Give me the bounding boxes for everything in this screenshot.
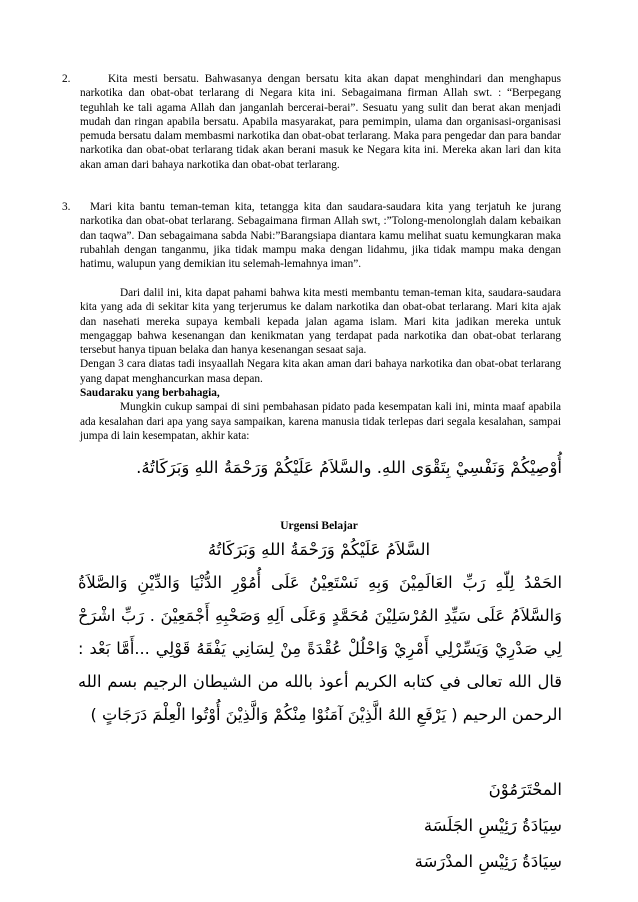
arabic-address-session-chair: سِيَادَةُ رَئِيْسِ الجَلَسَة <box>423 816 562 835</box>
paragraph-dalil: Dari dalil ini, kita dapat pahami bahwa kita mesti membantu teman-teman kita, saudara-saudara kita yang ada di sekitar kita yang terjerumus ke dalam narkotika dan obat-obat terlarang. Mari kita ajak dan nasehati mereka supaya kembali kepada jalan agama islam. Mari kita jadikan mereka untuk mengaggap bahwa kesenangan dan kenikmatan yang terdapat pada narkotika dan obat-obat terlarang tersebut hanya tipuan belaka dan hanya kesenangan sesaat saja. <box>80 287 561 357</box>
paragraph-closing: Mungkin cukup sampai di sini pembahasan pidato pada kesempatan kali ini, minta maaf apabila ada kesalahan dari apa yang saya sampaikan, karena manusia tidak terlepas dari segala kesalahan, sampai jumpa di lain kesempatan, akhir kata: <box>80 401 561 442</box>
arabic-address-respected: المحْتَرَمُوْنَ <box>488 780 562 799</box>
section-title: Urgensi Belajar <box>280 520 358 532</box>
arabic-address-school-head: سِيَادَةُ رَئِيْسِ المدْرَسَة <box>414 852 562 871</box>
list-item-text: Mari kita bantu teman-teman kita, tetangga kita dan saudara-saudara kita yang terjatuh ke jurang narkotika dan obat-obat terlarang. Sebagaimana firman Allah swt, :”Tolong-menolonglah dalam kebaikan dan taqwa”. Dan sebagaimana sabda Nabi:”Barangsiapa diantara kamu melihat suatu kemungkaran maka rubahlah dengan tanganmu, jika tidak mampu maka dengan lidahmu, jika tidak mampu maka dengan hatimu, walupun yang demikian itu selemah-lemahnya iman”. <box>80 201 561 271</box>
paragraph-summary: Dengan 3 cara diatas tadi insyaallah Negara kita akan aman dari bahaya narkotika dan obat-obat terlarang yang dapat menghancurkan masa depan. <box>80 358 561 385</box>
arabic-opening-paragraph: الحَمْدُ لِلّهِ رَبِّ العَالَمِيْنَ وَبِهِ نَسْتَعِيْنُ عَلَى أُمُوْرِ الدُّنْيَا وَالدِّيْنِ وَالصَّلاَةُ وَالسَّلاَمُ عَلَى سَيِّدِ المُرْسَلِيْنَ مُحَمَّدٍ وَعَلَى اَلِهِ وَصَحْبِهِ أَجْمَعِيْنَ . رَبِّ اشْرَحْ لِي صَدْرِيْ وَيَسِّرْلِي أَمْرِيْ وَاحْلُلْ عُقْدَةً مِنْ لِسَانِي يَفْقَهُ قَوْلِي ...أَمَّا بَعْد : قال الله تعالى في كتابه الكريم أعوذ بالله من الشيطان الرجيم بسم الله الرحمن الرحيم ( يَرْفَعِ اللهُ الَّذِيْنَ آمَنُوْا مِنْكُمْ وَالَّذِيْنَ أُوْتُوا الْعِلْمَ دَرَجَاتٍ ) <box>78 573 562 724</box>
list-item-2 <box>80 72 561 172</box>
list-item-3 <box>80 200 561 271</box>
list-number: 2. <box>62 73 71 85</box>
body-section <box>80 286 561 443</box>
greeting-heading: Saudaraku yang berbahagia, <box>80 387 220 400</box>
arabic-salam: السَّلاَمُ عَلَيْكُمْ وَرَحْمَةُ اللهِ وَبَرَكَاتُهُ <box>207 540 431 559</box>
list-item-text: Kita mesti bersatu. Bahwasanya dengan bersatu kita akan dapat menghindari dan menghapus narkotika dan obat-obat terlarang di Negara kita ini. Sebagaimana firman Allah swt. : “Berpegang teguhlah ke tali agama Allah dan janganlah bercerai-berai”. Sesuatu yang sulit dan berat akan menjadi mudah dan ringan apabila bersatu. Apabila masyarakat, para pemimpin, ulama dan organisasi-organisasi pemuda bersatu dalam membasmi narkotika dan obat-obat terlarang. Maka para pengedar dan para bandar narkotika dan obat-obat terlarang tidak akan berani masuk ke Negara kita ini. Mereka akan lari dan kita akan aman dari bahaya narkotika dan obat-obat terlarang. <box>80 73 561 171</box>
arabic-closing-line: أُوْصِيْكُمْ وَنَفْسِيْ بِتَقْوَى اللهِ. والسَّلاَمُ عَلَيْكُمْ وَرَحْمَةُ اللهِ وَبَرَكَاتُهُ. <box>136 458 562 477</box>
list-number: 3. <box>62 201 71 213</box>
